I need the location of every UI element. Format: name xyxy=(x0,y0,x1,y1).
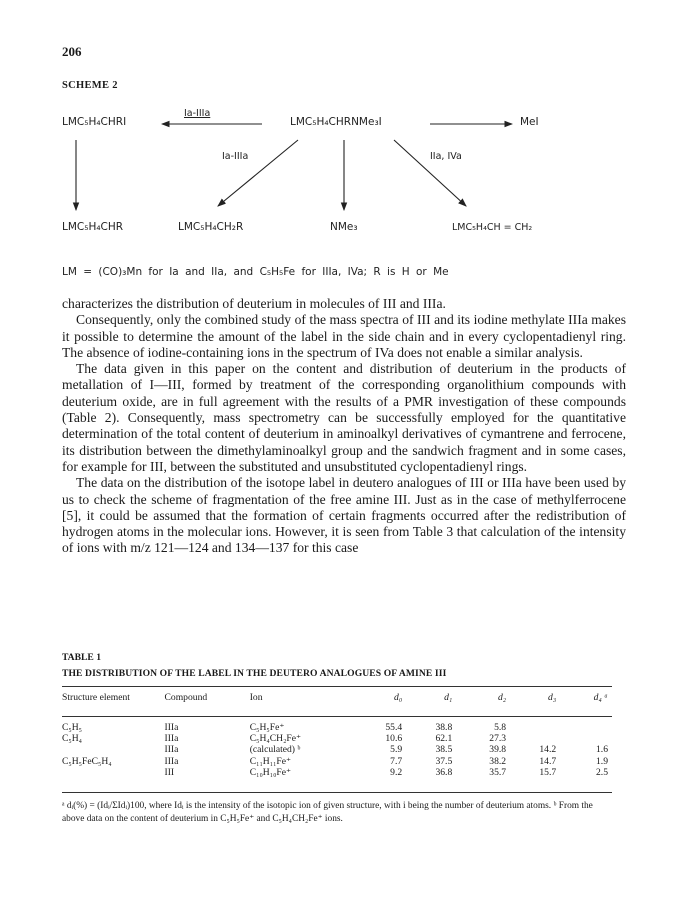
cell: 37.5 xyxy=(435,755,453,767)
cell: 9.2 xyxy=(390,766,403,778)
cell: 62.1 xyxy=(435,733,453,745)
cell: 35.7 xyxy=(489,766,507,778)
paragraph: Consequently, only the combined study of the mass spectra of III and its iodine methylate IIIa makes it possible to determine the amount of the label in the side chain and in every cyclopentadienyl ring. The absence of iodine-containing ions in the spectrum of IVa does not enable a similar analysis. xyxy=(62,312,626,360)
footnote-a: ᵃ dᵢ(%) = (Idᵢ/ΣIdᵢ)100, where Idᵢ is the intensity of the isotopic ion of given structure, with i being the number of deuterium atoms. xyxy=(62,801,552,811)
cell: C₅H₄ xyxy=(62,733,83,745)
table-bottom-rule xyxy=(62,792,612,793)
footnote-b: ᵇ From the above data on the content of deuterium in C₅H₅Fe⁺ and C₅H₄CH₂Fe⁺ ions. xyxy=(62,801,593,824)
table-row xyxy=(62,767,612,778)
header-d3: d₃ xyxy=(548,692,557,703)
header-structure: Structure element xyxy=(62,692,130,703)
mei-product: MeI xyxy=(520,116,539,128)
cell: 55.4 xyxy=(385,722,403,733)
cell xyxy=(560,722,612,733)
scheme-legend: LM = (CO)₃Mn for Ia and IIa, and C₅H₅Fe for IIIa, IVa; R is H or Me xyxy=(62,266,449,278)
cell: 38.2 xyxy=(489,755,507,767)
paragraph: characterizes the distribution of deuterium in molecules of III and IIIa. xyxy=(62,296,446,311)
arrow-diag-right-label: IIa, IVa xyxy=(430,151,462,162)
cell xyxy=(560,733,612,744)
cell: III xyxy=(164,766,175,778)
table-row xyxy=(62,756,612,767)
table-label: TABLE 1 xyxy=(62,652,102,663)
table-header-row xyxy=(62,692,612,714)
cell: IIIa xyxy=(164,733,179,745)
bottom-product-4: LMC₅H₄CH = CH₂ xyxy=(452,222,533,233)
cell: C₅H₄CH₂Fe⁺ xyxy=(249,733,302,745)
cell: IIIa xyxy=(164,722,179,733)
arrow-diag-left-label: Ia-IIIa xyxy=(222,151,249,162)
cell: C₅H₅FeC₅H₄ xyxy=(62,755,112,767)
arrow-diag-right xyxy=(394,140,466,206)
table-row xyxy=(62,744,612,755)
cell: C₅H₅ xyxy=(62,722,83,733)
cell: 39.8 xyxy=(489,744,507,756)
cell: 14.2 xyxy=(539,744,557,756)
cell: 36.8 xyxy=(435,766,453,778)
cell: 1.6 xyxy=(596,744,608,756)
page-number: 206 xyxy=(62,44,82,59)
arrow-diag-left xyxy=(218,140,298,206)
table-footnotes xyxy=(62,800,612,825)
cell: 5.9 xyxy=(390,744,403,756)
cell: 7.7 xyxy=(390,755,403,767)
bottom-product-3: NMe₃ xyxy=(330,221,358,233)
header-ion: Ion xyxy=(249,692,263,703)
cell xyxy=(510,733,560,744)
body-text xyxy=(62,296,626,557)
table-title: THE DISTRIBUTION OF THE LABEL IN THE DEUTERO ANALOGUES OF AMINE III xyxy=(62,668,447,679)
cell xyxy=(62,744,165,755)
bottom-product-2: LMC₅H₄CH₂R xyxy=(178,221,244,233)
cell: 15.7 xyxy=(539,766,557,778)
cell: IIIa xyxy=(164,755,179,767)
data-table xyxy=(62,692,612,778)
cell: 1.9 xyxy=(596,755,608,767)
paragraph: The data given in this paper on the content and distribution of deuterium in the products of metallation of I—III, formed by treatment of the corresponding organolithium compounds with deuterium oxide, are in full agreement with the results of a PMR investigation of these compounds (Table 2). Consequently, mass spectrometry can be successfully employed for the quantitative determination of the total content of deuterium in aminoalkyl derivatives of cymantrene and ferrocene, its distribution between the dimethylaminoalkyl group and the sandwich fragment and in some cases, for example for III, between the substituted and unsubstituted cyclopentadienyl rings. xyxy=(62,361,626,474)
table-row xyxy=(62,733,612,744)
cell: 10.6 xyxy=(385,733,403,745)
scheme-diagram xyxy=(0,0,680,300)
arrow-left-label: Ia-IIIa xyxy=(184,108,211,119)
header-d2: d₂ xyxy=(497,692,507,703)
header-d4: d₄ ᵃ xyxy=(593,692,608,703)
header-compound: Compound xyxy=(164,692,208,703)
cell: 27.3 xyxy=(489,733,507,745)
cell: C₁₀H₁₀Fe⁺ xyxy=(249,766,292,778)
cell: (calculated) ᵇ xyxy=(249,744,301,756)
paragraph: The data on the distribution of the isotope label in deutero analogues of III or IIIa have been used by us to check the scheme of fragmentation of the free amine III. Just as in the case of methylferrocene [5], it could be assumed that the formation of certain fragments occurred after the redistribution of hydrogen atoms in the molecular ions. However, it is seen from Table 3 that calculation of the intensity of ions with m/z 121—124 and 134—137 for this case xyxy=(62,475,626,556)
table-top-rule xyxy=(62,686,612,687)
cell xyxy=(62,767,165,778)
cell: C₁₁H₁₁Fe⁺ xyxy=(249,755,292,767)
cell: 38.8 xyxy=(435,722,453,733)
left-compound: LMC₅H₄CHRI xyxy=(62,116,127,128)
table-row xyxy=(62,722,612,733)
bottom-product-1: LMC₅H₄CHR xyxy=(62,221,124,233)
header-d0: d₀ xyxy=(394,692,403,703)
cell: 38.5 xyxy=(435,744,453,756)
cell xyxy=(510,722,560,733)
cell: 2.5 xyxy=(596,766,608,778)
cell: IIIa xyxy=(164,744,179,756)
scheme-title: SCHEME 2 xyxy=(62,80,118,91)
center-compound: LMC₅H₄CHRNMe₃I xyxy=(290,116,382,128)
cell: 5.8 xyxy=(494,722,507,733)
header-d1: d₁ xyxy=(444,692,453,703)
cell: C₅H₅Fe⁺ xyxy=(249,722,285,733)
cell: 14.7 xyxy=(539,755,557,767)
